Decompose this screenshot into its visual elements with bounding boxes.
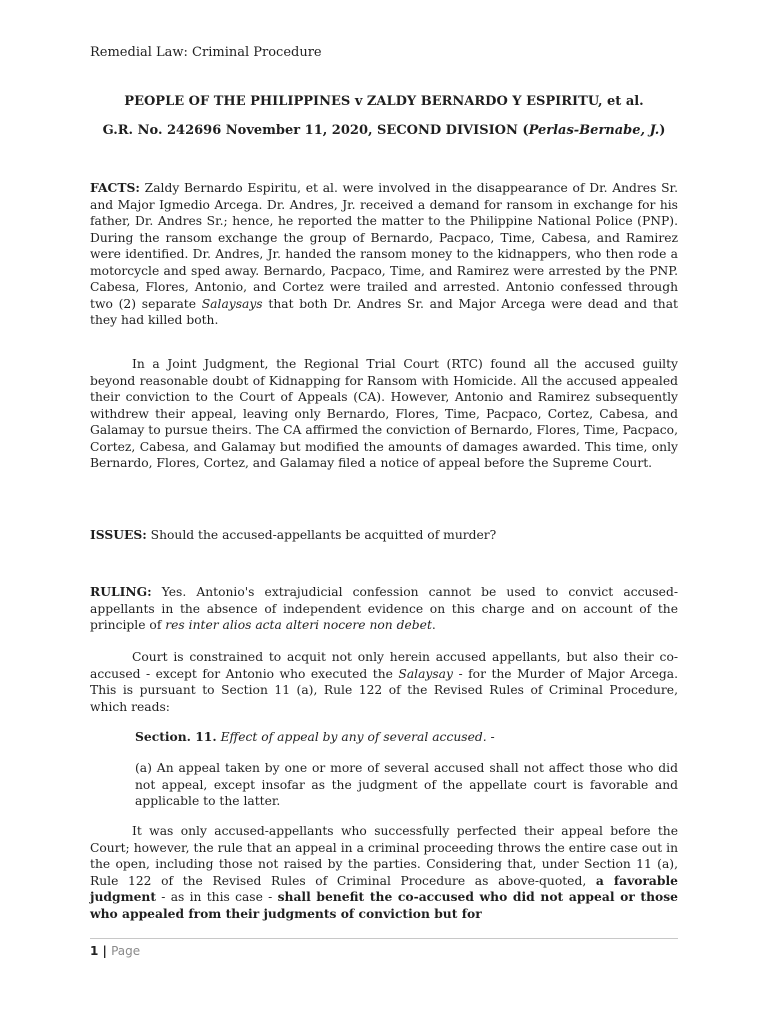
ruling-label: RULING: — [90, 584, 152, 599]
ruling-paragraph-2: Court is constrained to acquit not only herein accused appellants, but also their co-accused - except for Antonio who executed the Salaysay - for the Murder of Major Arcega. This is pursuant to Section 11 (a), Rule 122 of the Revised Rules of Criminal Procedure, which reads: — [90, 650, 678, 714]
section-heading: Section. 11. Effect of appeal by any of several accused. - — [135, 729, 495, 744]
final-paragraph: It was only accused-appellants who successfully perfected their appeal before the Court; however, the rule that an appeal in a criminal proceeding throws the entire case out in the open, including those not raised by the parties. Considering that, under Section 11 (a), Rule 122 of the Revised Rules of Criminal Procedure as above-quoted, a favorable judgment - as in this case - shall benefit the co-accused who did not appeal or those who appealed from their judgments of conviction but for — [90, 824, 678, 921]
facts-paragraph-2: In a Joint Judgment, the Regional Trial Court (RTC) found all the accused guilty beyond reasonable doubt of Kidnapping for Ransom with Homicide. All the accused appealed their conviction to the Court of Appeals (CA). However, Antonio and Ramirez subsequently withdrew their appeal, leaving only Bernardo, Flores, Time, Pacpaco, Cortez, Cabesa, and Galamay to pursue theirs. The CA affirmed the conviction of Bernardo, Flores, Time, Pacpaco, Cortez, Cabesa, and Galamay but modified the amounts of damages awarded. This time, only Bernardo, Flores, Cortez, and Galamay filed a notice of appeal before the Supreme Court. — [90, 357, 678, 470]
footer-divider — [90, 938, 678, 939]
page-number: 1 — [90, 944, 99, 958]
case-citation: G.R. No. 242696 November 11, 2020, SECOND DIVISION (Perlas-Bernabe, J.) — [102, 123, 666, 138]
ponente: Perlas-Bernabe, J. — [528, 123, 660, 138]
facts-label: FACTS: — [90, 180, 140, 195]
ruling-paragraph: RULING: Yes. Antonio's extrajudicial confession cannot be used to convict accused-appellants in the absence of independent evidence on this charge and on account of the principle of res inter alios acta alteri nocere non debet. — [90, 584, 678, 632]
page-footer: 1 | Page — [90, 944, 141, 958]
section-a-text: (a) An appeal taken by one or more of several accused shall not affect those who did not appeal, except insofar as the judgment of the appellate court is favorable and applicable to the latter. — [135, 761, 678, 808]
issues-label: ISSUES: — [90, 527, 147, 542]
page-label: Page — [111, 944, 141, 958]
facts-paragraph: FACTS: Zaldy Bernardo Espiritu, et al. were involved in the disappearance of Dr. Andres Sr. and Major Igmedio Arcega. Dr. Andres, Jr. received a demand for ransom in exchange for his father, Dr. Andres Sr.; hence, he reported the matter to the Philippine National Police (PNP). During the ransom exchange the group of Bernardo, Pacpaco, Time, Cabesa, and Ramirez were identified. Dr. Andres, Jr. handed the ransom money to the kidnappers, who then rode a motorcycle and sped away. Bernardo, Pacpaco, Time, and Ramirez were arrested by the PNP. Cabesa, Flores, Antonio, and Cortez were trailed and arrested. Antonio confessed through two (2) separate Salaysays that both Dr. Andres Sr. and Major Arcega were dead and that they had killed both. — [90, 180, 678, 327]
document-page — [90, 0, 678, 1024]
issues-paragraph: ISSUES: Should the accused-appellants be acquitted of murder? — [90, 527, 497, 542]
case-title: PEOPLE OF THE PHILIPPINES v ZALDY BERNARDO Y ESPIRITU, et al. — [124, 94, 644, 109]
running-header: Remedial Law: Criminal Procedure — [90, 45, 322, 60]
